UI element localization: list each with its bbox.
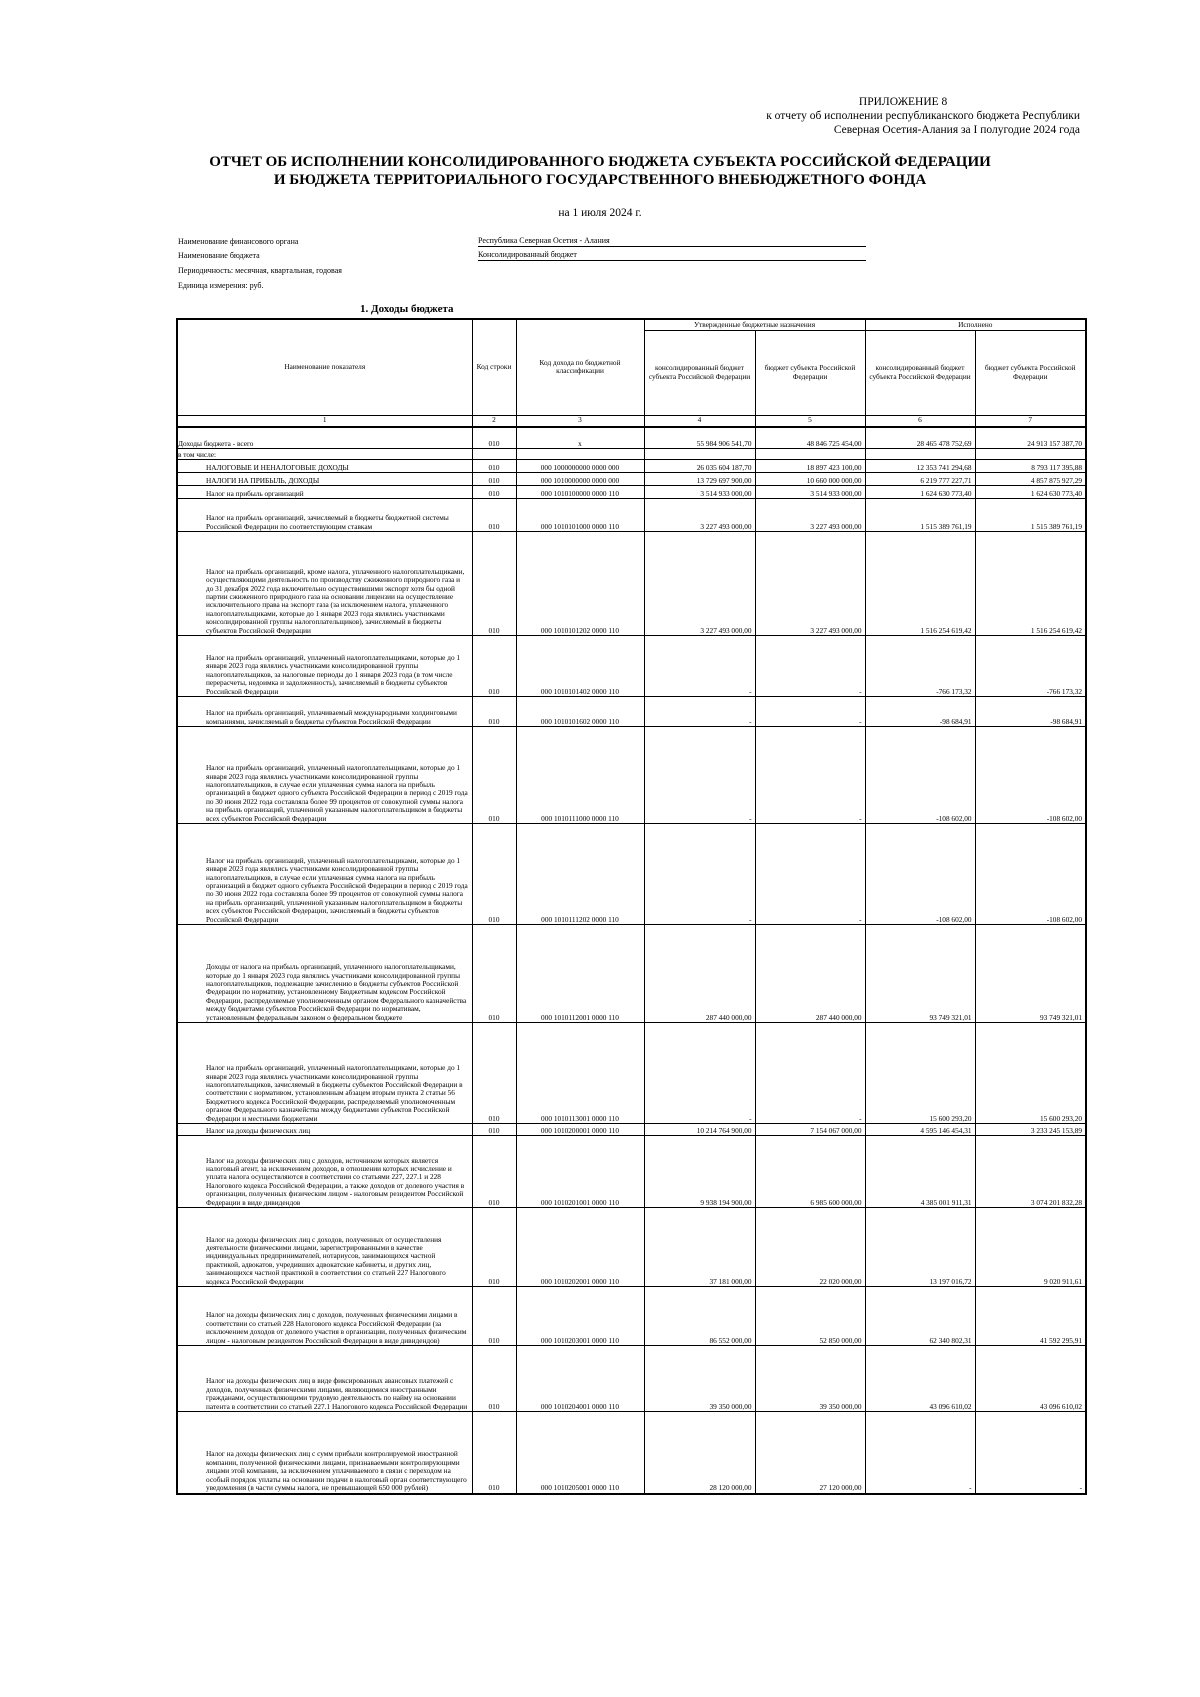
row-executed-consolidated: 15 600 293,20	[865, 1023, 975, 1124]
row-executed-subject: 24 913 157 387,70	[975, 427, 1086, 449]
row-name: Налог на доходы физических лиц с доходов, источником которых является налоговый агент, за исключением доходов, в отношении которых исчисление и уплата налога осуществляются в соответствии со статьями 227, 227.1 и 228 Налогового кодекса Российской Федерации, а также доходов от долевого участия в организации, полученных физическим лицом - налоговым резидентом Российской Федерации в виде дивидендов	[177, 1136, 472, 1208]
table-row	[177, 727, 1086, 824]
row-approved-subject: -	[755, 1023, 865, 1124]
row-approved-subject: 39 350 000,00	[755, 1346, 865, 1412]
row-approved-subject: -	[755, 636, 865, 697]
table-row	[177, 824, 1086, 925]
row-name: Налог на прибыль организаций, кроме налога, уплаченного налогоплательщиками, осуществляющими деятельность по производству сжиженного природного газа и до 31 декабря 2022 года включительно осуществившими экспорт хотя бы одной партии сжиженного природного газа на основании лицензии на осуществление исключительного права на экспорт газа (за исключением налога, уплаченного налогоплательщиками, которые до 1 января 2023 года являлись участниками консолидированной группы налогоплательщиков), зачисляемый в бюджеты субъектов Российской Федерации	[177, 532, 472, 636]
row-executed-consolidated: -	[865, 1412, 975, 1494]
table-row	[177, 427, 1086, 449]
table-row	[177, 1412, 1086, 1494]
row-executed-consolidated: 1 624 630 773,40	[865, 486, 975, 499]
row-kbk: 000 1010000000 0000 000	[516, 473, 644, 486]
row-executed-subject: 1 624 630 773,40	[975, 486, 1086, 499]
row-name: Налог на доходы физических лиц в виде фиксированных авансовых платежей с доходов, полученных физическими лицами, являющимися иностранными гражданами, осуществляющими трудовую деятельность по найму на основании патента в соответствии со статьей 227.1 Налогового кодекса Российской Федерации	[177, 1346, 472, 1412]
row-code: 010	[472, 697, 516, 727]
row-code: 010	[472, 1412, 516, 1494]
row-name: НАЛОГОВЫЕ И НЕНАЛОГОВЫЕ ДОХОДЫ	[177, 460, 472, 473]
row-approved-consolidated: -	[644, 697, 755, 727]
table-row	[177, 1346, 1086, 1412]
row-approved-subject: 10 660 000 000,00	[755, 473, 865, 486]
row-name: Налог на прибыль организаций, уплачиваемый международными холдинговыми компаниями, зачисляемый в бюджеты субъектов Российской Федерации	[177, 697, 472, 727]
row-name: Налог на прибыль организаций	[177, 486, 472, 499]
row-kbk: 000 1010111202 0000 110	[516, 824, 644, 925]
row-approved-subject	[755, 449, 865, 460]
row-code: 010	[472, 499, 516, 532]
row-code: 010	[472, 824, 516, 925]
table-row	[177, 697, 1086, 727]
row-code: 010	[472, 460, 516, 473]
row-kbk: 000 1010205001 0000 110	[516, 1412, 644, 1494]
column-number-row	[177, 415, 1086, 427]
row-approved-subject: 287 440 000,00	[755, 925, 865, 1023]
appendix-line-1: к отчету об исполнении республиканского бюджета Республики	[766, 110, 1080, 122]
header-name: Наименование показателя	[177, 319, 472, 415]
row-approved-subject: 48 846 725 454,00	[755, 427, 865, 449]
row-code: 010	[472, 1023, 516, 1124]
row-executed-subject: 4 857 875 927,29	[975, 473, 1086, 486]
row-approved-subject: -	[755, 727, 865, 824]
row-approved-consolidated	[644, 449, 755, 460]
row-executed-consolidated: -98 684,91	[865, 697, 975, 727]
row-executed-subject: 1 515 389 761,19	[975, 499, 1086, 532]
row-kbk: 000 1010111000 0000 110	[516, 727, 644, 824]
row-executed-consolidated: 1 515 389 761,19	[865, 499, 975, 532]
row-approved-subject: 6 985 600 000,00	[755, 1136, 865, 1208]
row-executed-consolidated: 93 749 321,01	[865, 925, 975, 1023]
row-approved-consolidated: 28 120 000,00	[644, 1412, 755, 1494]
unit-label: Единица измерения: руб.	[178, 281, 264, 290]
row-approved-consolidated: 37 181 000,00	[644, 1208, 755, 1287]
row-approved-consolidated: 3 514 933 000,00	[644, 486, 755, 499]
row-executed-consolidated: 6 219 777 227,71	[865, 473, 975, 486]
row-executed-consolidated: -108 602,00	[865, 824, 975, 925]
row-code: 010	[472, 727, 516, 824]
row-kbk: 000 1010113001 0000 110	[516, 1023, 644, 1124]
row-executed-subject: -108 602,00	[975, 727, 1086, 824]
row-name: Налог на доходы физических лиц с доходов, полученных от осуществления деятельности физическими лицами, зарегистрированными в качестве индивидуальных предпринимателей, нотариусов, занимающихся частной практикой, адвокатов, учредивших адвокатские кабинеты, и других лиц, занимающихся частной практикой в соответствии со статьей 227 Налогового кодекса Российской Федерации	[177, 1208, 472, 1287]
row-kbk: 000 1010100000 0000 110	[516, 486, 644, 499]
row-executed-subject: 9 020 911,61	[975, 1208, 1086, 1287]
row-executed-consolidated: 62 340 802,31	[865, 1287, 975, 1346]
row-approved-consolidated: 287 440 000,00	[644, 925, 755, 1023]
row-code: 010	[472, 1124, 516, 1136]
org-value: Республика Северная Осетия - Алания	[478, 236, 866, 247]
budget-label: Наименование бюджета	[178, 251, 260, 260]
table-row	[177, 1208, 1086, 1287]
table-row	[177, 1124, 1086, 1136]
header-executed-consolidated: консолидированный бюджет субъекта Российской Федерации	[865, 330, 975, 415]
row-executed-consolidated: 1 516 254 619,42	[865, 532, 975, 636]
row-approved-subject: -	[755, 697, 865, 727]
row-name: Налог на прибыль организаций, уплаченный налогоплательщиками, которые до 1 января 2023 года являлись участниками консолидированной группы налогоплательщиков, в случае если уплаченная сумма налога на прибыль организаций в бюджет одного субъекта Российской Федерации в период с 2019 года по 30 июня 2022 года составляла более 99 процентов от совокупной суммы налога на прибыль организаций, уплаченной указанным налогоплательщиком в бюджеты всех субъектов Российской Федерации	[177, 727, 472, 824]
row-code: 010	[472, 925, 516, 1023]
row-executed-subject: -	[975, 1412, 1086, 1494]
row-approved-consolidated: 26 035 604 187,70	[644, 460, 755, 473]
row-code: 010	[472, 486, 516, 499]
row-kbk: 000 1010200001 0000 110	[516, 1124, 644, 1136]
row-kbk: 000 1010203001 0000 110	[516, 1287, 644, 1346]
table-row	[177, 1023, 1086, 1124]
org-label: Наименование финансового органа	[178, 237, 299, 246]
row-executed-consolidated: 12 353 741 294,68	[865, 460, 975, 473]
row-kbk: 000 1010101202 0000 110	[516, 532, 644, 636]
row-code	[472, 449, 516, 460]
header-approved-consolidated: консолидированный бюджет субъекта Российской Федерации	[644, 330, 755, 415]
appendix-title: ПРИЛОЖЕНИЕ 8	[858, 96, 948, 108]
row-executed-subject: 43 096 610,02	[975, 1346, 1086, 1412]
income-table	[176, 318, 1087, 1495]
row-kbk: 000 1010204001 0000 110	[516, 1346, 644, 1412]
row-kbk: 000 1010202001 0000 110	[516, 1208, 644, 1287]
row-executed-subject: 8 793 117 395,88	[975, 460, 1086, 473]
row-executed-subject: 41 592 295,91	[975, 1287, 1086, 1346]
table-row	[177, 486, 1086, 499]
row-code: 010	[472, 1208, 516, 1287]
row-name: Налог на прибыль организаций, уплаченный налогоплательщиками, которые до 1 января 2023 года являлись участниками консолидированной группы налогоплательщиков, за налоговые периоды до 1 января 2023 года (в том числе перерасчеты, недоимка и задолженность), зачисляемый в бюджеты субъектов Российской Федерации	[177, 636, 472, 697]
row-executed-subject: -108 602,00	[975, 824, 1086, 925]
row-name: Налог на доходы физических лиц	[177, 1124, 472, 1136]
row-approved-subject: 22 020 000,00	[755, 1208, 865, 1287]
column-number: 7	[975, 415, 1086, 427]
table-header	[177, 319, 1086, 427]
row-approved-consolidated: -	[644, 727, 755, 824]
column-number: 6	[865, 415, 975, 427]
appendix-header	[766, 95, 1080, 137]
row-executed-subject: -98 684,91	[975, 697, 1086, 727]
row-name: Налог на доходы физических лиц с сумм прибыли контролируемой иностранной компании, полученной физическими лицами, признаваемыми контролирующими лицами этой компании, за исключением уплачиваемого в связи с переходом на особый порядок уплаты на основании подачи в налоговый орган соответствующего уведомления (в части суммы налога, не превышающей 650 000 рублей)	[177, 1412, 472, 1494]
budget-value: Консолидированный бюджет	[478, 250, 866, 261]
table-row	[177, 532, 1086, 636]
row-kbk	[516, 449, 644, 460]
row-approved-subject: 3 514 933 000,00	[755, 486, 865, 499]
row-name: НАЛОГИ НА ПРИБЫЛЬ, ДОХОДЫ	[177, 473, 472, 486]
header-executed-group: Исполнено	[865, 319, 1086, 330]
row-approved-subject: 7 154 067 000,00	[755, 1124, 865, 1136]
row-approved-consolidated: 9 938 194 900,00	[644, 1136, 755, 1208]
header-kbk: Код дохода по бюджетной классификации	[516, 319, 644, 415]
row-kbk: 000 1010101000 0000 110	[516, 499, 644, 532]
header-approved-subject: бюджет субъекта Российской Федерации	[755, 330, 865, 415]
row-executed-subject: 15 600 293,20	[975, 1023, 1086, 1124]
row-approved-consolidated: 86 552 000,00	[644, 1287, 755, 1346]
row-name: Налог на прибыль организаций, зачисляемый в бюджеты бюджетной системы Российской Федерации по соответствующим ставкам	[177, 499, 472, 532]
period-label: Периодичность: месячная, квартальная, годовая	[178, 266, 342, 275]
header-executed-subject: бюджет субъекта Российской Федерации	[975, 330, 1086, 415]
row-approved-consolidated: 3 227 493 000,00	[644, 532, 755, 636]
row-approved-subject: 3 227 493 000,00	[755, 532, 865, 636]
row-kbk: 000 1010112001 0000 110	[516, 925, 644, 1023]
row-kbk: 000 1000000000 0000 000	[516, 460, 644, 473]
row-name: Налог на доходы физических лиц с доходов, полученных физическими лицами в соответствии со статьей 228 Налогового кодекса Российской Федерации (за исключением доходов от долевого участия в организации, полученных физическим лицом - налоговым резидентом Российской Федерации в виде дивидендов)	[177, 1287, 472, 1346]
section-title: 1. Доходы бюджета	[360, 303, 454, 315]
column-number: 4	[644, 415, 755, 427]
row-name: Доходы бюджета - всего	[177, 427, 472, 449]
row-approved-subject: -	[755, 824, 865, 925]
row-executed-consolidated: 4 385 001 911,31	[865, 1136, 975, 1208]
table-body	[177, 427, 1086, 1494]
row-executed-consolidated	[865, 449, 975, 460]
row-code: 010	[472, 427, 516, 449]
row-approved-subject: 3 227 493 000,00	[755, 499, 865, 532]
row-approved-consolidated: 3 227 493 000,00	[644, 499, 755, 532]
row-executed-consolidated: 13 197 016,72	[865, 1208, 975, 1287]
table-row	[177, 1136, 1086, 1208]
row-executed-subject: 1 516 254 619,42	[975, 532, 1086, 636]
row-executed-consolidated: 4 595 146 454,31	[865, 1124, 975, 1136]
column-number: 5	[755, 415, 865, 427]
table-row	[177, 636, 1086, 697]
report-title-line-2: И БЮДЖЕТА ТЕРРИТОРИАЛЬНОГО ГОСУДАРСТВЕННОГО ВНЕБЮДЖЕТНОГО ФОНДА	[273, 172, 927, 188]
row-approved-subject: 18 897 423 100,00	[755, 460, 865, 473]
row-name: в том числе:	[177, 449, 472, 460]
table-row	[177, 449, 1086, 460]
table-row	[177, 460, 1086, 473]
report-date: на 1 июля 2024 г.	[558, 207, 642, 219]
row-kbk: 000 1010101402 0000 110	[516, 636, 644, 697]
column-number: 3	[516, 415, 644, 427]
row-name: Налог на прибыль организаций, уплаченный налогоплательщиками, которые до 1 января 2023 года являлись участниками консолидированной группы налогоплательщиков, зачисляемый в бюджеты субъектов Российской Федерации в соответствии с нормативом, установленным абзацем вторым пункта 2 статьи 56 Бюджетного кодекса Российской Федерации, распределяемый уполномоченным органом Федерального казначейства между бюджетами субъектов Российской Федерации и местными бюджетами	[177, 1023, 472, 1124]
row-executed-subject: 3 074 201 832,28	[975, 1136, 1086, 1208]
row-executed-subject: 93 749 321,01	[975, 925, 1086, 1023]
row-executed-subject	[975, 449, 1086, 460]
table-row	[177, 473, 1086, 486]
row-kbk: 000 1010201001 0000 110	[516, 1136, 644, 1208]
row-code: 010	[472, 1287, 516, 1346]
table-row	[177, 499, 1086, 532]
row-approved-consolidated: 39 350 000,00	[644, 1346, 755, 1412]
row-approved-consolidated: -	[644, 636, 755, 697]
row-approved-consolidated: 55 984 906 541,70	[644, 427, 755, 449]
row-code: 010	[472, 473, 516, 486]
row-approved-consolidated: -	[644, 824, 755, 925]
row-executed-consolidated: 28 465 478 752,69	[865, 427, 975, 449]
row-code: 010	[472, 532, 516, 636]
row-code: 010	[472, 1346, 516, 1412]
row-kbk: x	[516, 427, 644, 449]
header-code: Код строки	[472, 319, 516, 415]
row-executed-subject: 3 233 245 153,89	[975, 1124, 1086, 1136]
row-code: 010	[472, 1136, 516, 1208]
row-kbk: 000 1010101602 0000 110	[516, 697, 644, 727]
row-approved-subject: 27 120 000,00	[755, 1412, 865, 1494]
report-title	[0, 153, 1200, 189]
report-title-line-1: ОТЧЕТ ОБ ИСПОЛНЕНИИ КОНСОЛИДИРОВАННОГО БЮДЖЕТА СУБЪЕКТА РОССИЙСКОЙ ФЕДЕРАЦИИ	[209, 154, 991, 170]
row-approved-subject: 52 850 000,00	[755, 1287, 865, 1346]
row-executed-consolidated: 43 096 610,02	[865, 1346, 975, 1412]
row-code: 010	[472, 636, 516, 697]
header-approved-group: Утвержденные бюджетные назначения	[644, 319, 865, 330]
table-row	[177, 925, 1086, 1023]
row-name: Доходы от налога на прибыль организаций, уплаченного налогоплательщиками, которые до 1 января 2023 года являлись участниками консолидированной группы налогоплательщиков, подлежащие зачислению в бюджеты субъектов Российской Федерации по нормативу, установленному Бюджетным кодексом Российской Федерации, распределяемые уполномоченным органом Федерального казначейства между бюджетами субъектов Российской Федерации по нормативам, установленным федеральным законом о федеральном бюджете	[177, 925, 472, 1023]
row-name: Налог на прибыль организаций, уплаченный налогоплательщиками, которые до 1 января 2023 года являлись участниками консолидированной группы налогоплательщиков, в случае если уплаченная сумма налога на прибыль организаций в бюджет одного субъекта Российской Федерации в период с 2019 года по 30 июня 2022 года составляла более 99 процентов от совокупной суммы налога на прибыль организаций, уплаченной указанным налогоплательщиком в бюджеты всех субъектов Российской Федерации, зачисляемый в бюджеты субъектов Российской Федерации	[177, 824, 472, 925]
row-approved-consolidated: 10 214 764 900,00	[644, 1124, 755, 1136]
appendix-line-2: Северная Осетия-Алания за I полугодие 2024 года	[833, 124, 1080, 136]
column-number: 2	[472, 415, 516, 427]
row-executed-consolidated: -766 173,32	[865, 636, 975, 697]
column-number: 1	[177, 415, 472, 427]
table-row	[177, 1287, 1086, 1346]
row-approved-consolidated: -	[644, 1023, 755, 1124]
row-executed-subject: -766 173,32	[975, 636, 1086, 697]
row-approved-consolidated: 13 729 697 900,00	[644, 473, 755, 486]
row-executed-consolidated: -108 602,00	[865, 727, 975, 824]
